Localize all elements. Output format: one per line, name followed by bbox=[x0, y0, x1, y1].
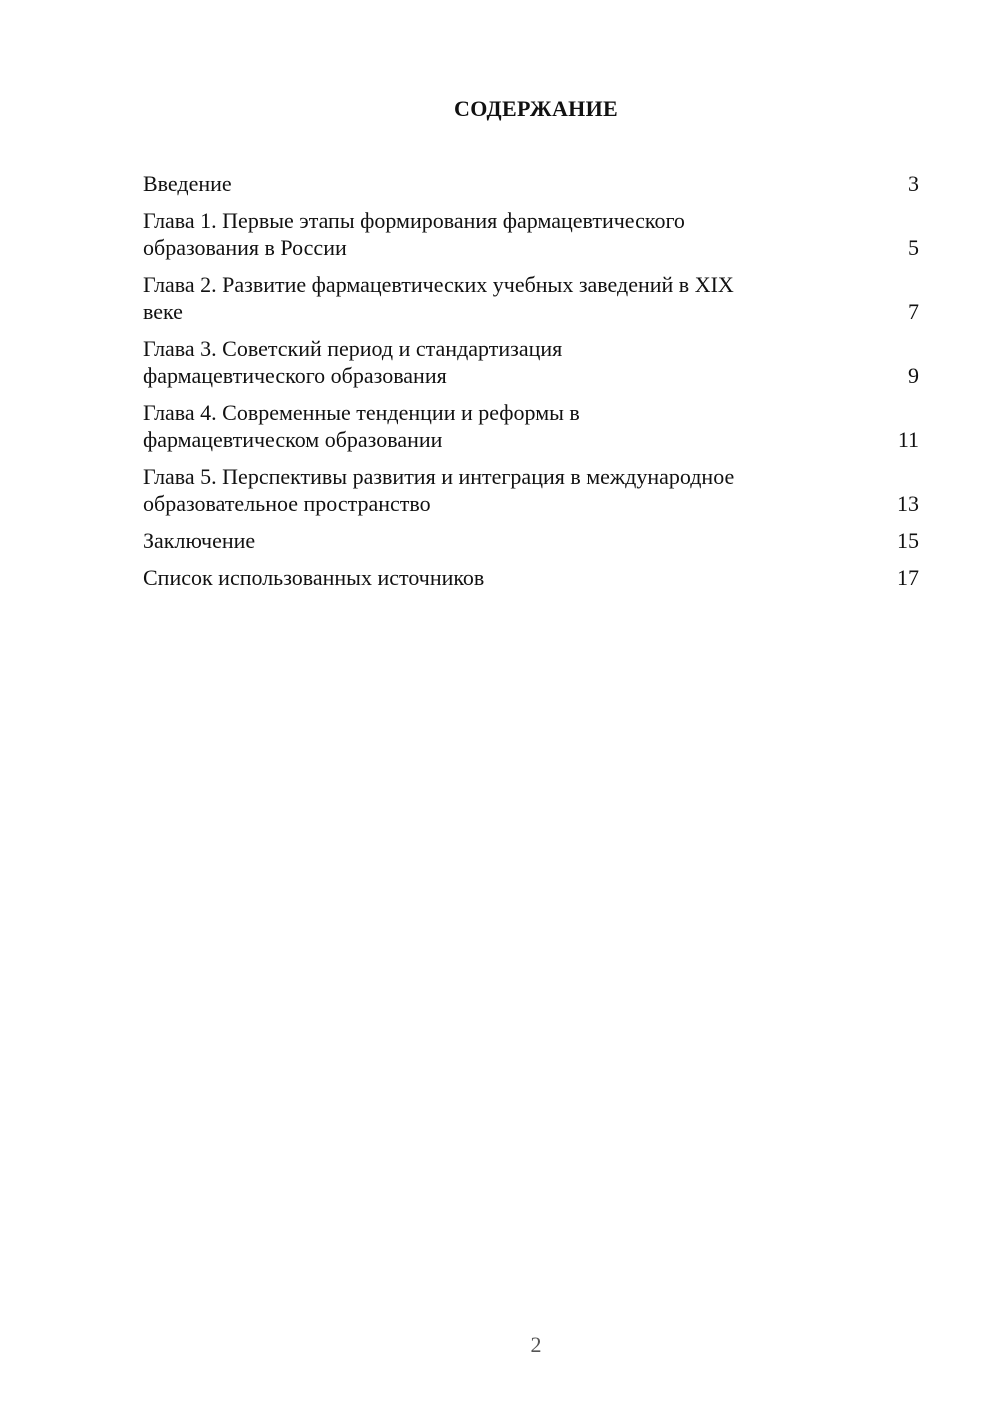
toc-entry-introduction bbox=[143, 170, 919, 197]
toc-entry-text: Список использованных источников bbox=[143, 565, 485, 590]
toc-entry-text: Заключение bbox=[143, 528, 256, 553]
toc-entry-chapter-2 bbox=[143, 271, 919, 325]
toc-entry-page: 11 bbox=[897, 427, 919, 452]
toc-title: СОДЕРЖАНИЕ bbox=[454, 96, 618, 121]
toc-entry-text: Глава 4. Современные тенденции и реформы в фармацевтическом образовании bbox=[143, 400, 580, 452]
toc-entry-text: Глава 3. Советский период и стандартизация фармацевтического образования bbox=[143, 336, 563, 388]
toc-entry-page: 9 bbox=[908, 363, 919, 388]
toc-entry-page: 15 bbox=[897, 528, 919, 553]
toc-entry-page: 17 bbox=[897, 565, 919, 590]
page-number: 2 bbox=[530, 1332, 542, 1357]
toc-entry-conclusion bbox=[143, 527, 919, 554]
toc-entry-page: 7 bbox=[908, 299, 919, 324]
toc-entry-text: Глава 1. Первые этапы формирования фармацевтического образования в России bbox=[143, 208, 685, 260]
toc-entry-text: Глава 5. Перспективы развития и интеграция в международное образовательное пространство bbox=[143, 464, 735, 516]
toc-entry-references bbox=[143, 564, 919, 591]
toc-entry-page: 3 bbox=[908, 171, 919, 196]
toc-entry-chapter-1 bbox=[143, 207, 919, 261]
table-of-contents bbox=[143, 170, 919, 601]
toc-entry-text: Глава 2. Развитие фармацевтических учебных заведений в XIX веке bbox=[143, 272, 734, 324]
toc-entry-chapter-5 bbox=[143, 463, 919, 517]
toc-entry-chapter-4 bbox=[143, 399, 919, 453]
toc-entry-page: 13 bbox=[897, 491, 919, 516]
toc-entry-page: 5 bbox=[908, 235, 919, 260]
toc-entry-text: Введение bbox=[143, 171, 232, 196]
toc-entry-chapter-3 bbox=[143, 335, 919, 389]
